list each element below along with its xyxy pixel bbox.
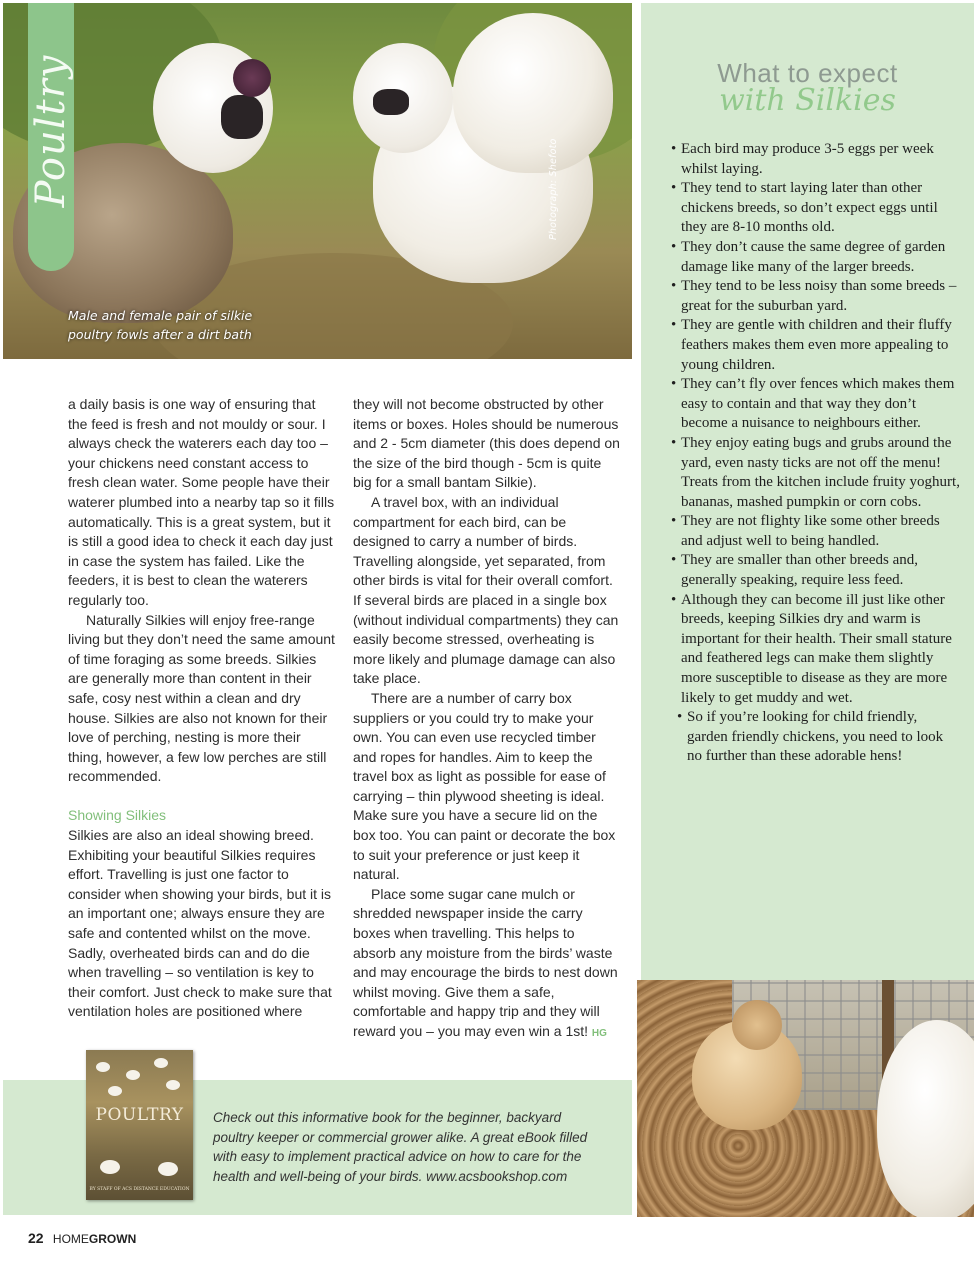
section-tab	[28, 3, 74, 271]
bullet-item: • Each bird may produce 3-5 eggs per week whilst laying.	[671, 140, 961, 179]
sidebar-title: What to expect	[717, 58, 898, 88]
bottom-photo-silkies	[637, 980, 974, 1217]
right-hen-tail	[453, 13, 613, 173]
bird-icon	[96, 1062, 110, 1072]
photo-credit: Photograph: Shefoto	[548, 138, 559, 240]
subheading-showing-silkies: Showing Silkies	[68, 807, 167, 824]
paragraph: Naturally Silkies will enjoy free-range living but they don’t need the same amount of time foraging as some breeds. Silkies are generally more than content in their safe, cosy nest within a clean and dry house. Silkies are also not known for their love of perching, nesting is more their thing, however, a few low perches are still recommended.	[68, 611, 335, 785]
photo-caption: Male and female pair of silkie poultry fowls after a dirt bath	[68, 308, 253, 342]
bullet-item: • They tend to start laying later than other chickens breeds, so don’t expect eggs until they are 8-10 months old.	[671, 179, 961, 238]
bullet-item: • They don’t cause the same degree of garden damage like many of the larger breeds.	[671, 238, 961, 277]
paragraph: Silkies are also an ideal showing breed. Exhibiting your beautiful Silkies requires effort. Travelling is just one factor to consider when showing your birds, but it is an important one; always ensure they are safe and contented whilst on the move. Sadly, overheated birds can and do die when travelling – so ventilation is key to their comfort. Just check to make sure that ventilation holes are positioned where	[68, 827, 332, 1020]
bullet-item: • They are gentle with children and their fluffy feathers makes them even more appealing to young children.	[671, 316, 961, 375]
paragraph: A travel box, with an individual compartment for each bird, can be designed to carry a number of birds. Travelling alongside, yet separated, from other birds is vital for their overall comfort. If several birds are placed in a single box (without individual compartments) they can easily become stressed, overheating is more likely and plumage damage can also take place.	[353, 493, 619, 687]
paragraph: Place some sugar cane mulch or shredded newspaper inside the carry boxes when travelling. This helps to absorb any moisture from the birds’ waste and may encourage the birds to nest down whilst moving. Give them a safe, comfortable and happy trip and they will reward you – you may even win a 1st!	[353, 885, 618, 1039]
bird-icon	[126, 1070, 140, 1080]
right-hen-face	[373, 89, 409, 115]
bird-icon	[100, 1160, 120, 1174]
page-footer	[28, 1230, 136, 1246]
article-column-2	[353, 395, 621, 1044]
book-cover-author: BY STAFF OF ACS DISTANCE EDUCATION	[89, 1187, 190, 1192]
magazine-name-light: HOME	[52, 1232, 89, 1246]
paragraph: There are a number of carry box suppliers or you could try to make your own. You can even use recycled timber and ropes for handles. Aim to keep the travel box as light as possible for ease of carrying – thin plywood sheeting is ideal. Make sure you have a secure lid on the box too. You can paint or decorate the box to suit your preference or just keep it natural.	[353, 689, 616, 883]
book-cover[interactable]	[86, 1050, 193, 1200]
bird-icon	[166, 1080, 180, 1090]
book-cover-title: POULTRY	[95, 1105, 184, 1125]
magazine-name-bold: GROWN	[88, 1232, 137, 1246]
buff-hen-head	[732, 1000, 782, 1050]
bullet-item: • Although they can become ill just like other breeds, keeping Silkies dry and warm is important for their health. Their small stature and feathered legs can make them slightly more susceptible to disease as they are more likely to get muddy and wet.	[671, 591, 961, 709]
paragraph: they will not become obstructed by other items or boxes. Holes should be numerous and 2 - 5cm diameter (this does depend on the size of the bird though - 5cm is quite big for a small bantam Silkie).	[353, 396, 620, 491]
left-hen-comb	[233, 59, 271, 97]
page-number: 22	[28, 1230, 44, 1246]
end-mark: HG	[591, 1028, 607, 1039]
bird-icon	[158, 1162, 178, 1176]
section-tab-label: Poultry	[28, 54, 74, 208]
bullet-item: • They tend to be less noisy than some breeds – great for the suburban yard.	[671, 277, 961, 316]
article-column-1	[68, 395, 338, 1022]
bullet-item: • They are not flighty like some other breeds and adjust well to being handled.	[671, 512, 961, 551]
bird-icon	[154, 1058, 168, 1068]
bullet-item: • So if you’re looking for child friendly, garden friendly chickens, you need to look no further than these adorable hens!	[677, 708, 961, 767]
bullet-item: • They can’t fly over fences which makes them easy to contain and that way they don’t become a nuisance to neighbours either.	[671, 375, 961, 434]
paragraph: a daily basis is one way of ensuring that the feed is fresh and not mouldy or sour. I always check the waterers each day too – your chickens need constant access to fresh clean water. Some people have their waterer plumbed into a nearby tap so it fills automatically. This is a great system, but it is still a good idea to check it each day just in case the system has failed. Like the feeders, it is best to clean the waterers regularly too.	[68, 396, 335, 608]
sidebar-bullet-list	[671, 140, 961, 767]
sidebar-subtitle: with Silkies	[719, 83, 896, 118]
bird-icon	[108, 1086, 122, 1096]
bullet-item: • They are smaller than other breeds and, generally speaking, require less feed.	[671, 551, 961, 590]
bullet-item: • They enjoy eating bugs and grubs around the yard, even nasty ticks are not off the menu! Treats from the kitchen include fruity yoghurt, bananas, mashed pumpkin or corn cobs.	[671, 434, 961, 512]
magazine-name	[53, 1232, 136, 1246]
left-hen-face	[221, 95, 263, 139]
book-promo-text: Check out this informative book for the beginner, backyard poultry keeper or commercial grower alike. A great eBook filled with easy to implement practical advice on how to care for the health and well-being of your birds. www.acsbookshop.com	[213, 1110, 588, 1184]
